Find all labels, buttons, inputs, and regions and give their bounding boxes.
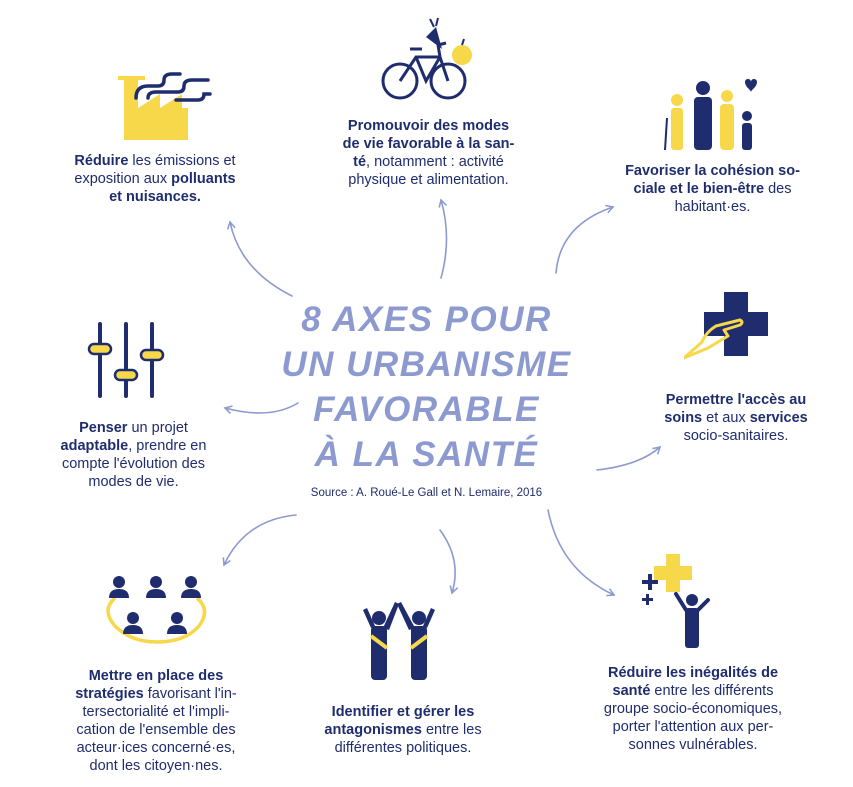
axis-text-run: sonnes vulnérables. [628, 737, 758, 753]
axis-text-bold-run: ciale et le bien-être [633, 181, 765, 197]
axis-text-line [308, 703, 498, 721]
axis-text-run: socio-sanitaires. [683, 428, 789, 444]
axis-text-line [588, 736, 798, 754]
axis-text-line [308, 739, 498, 757]
axis-text-run: tersectorialité et l'impli- [82, 704, 230, 720]
axis-text-line [55, 152, 255, 170]
axis-text-run: compte l'évolution des [61, 456, 206, 472]
family-icon [663, 78, 763, 152]
axis-text-line [326, 117, 531, 135]
axis-text-antagonisms [308, 703, 498, 757]
axis-text-bold-run: de vie favorable à la san- [342, 136, 515, 152]
axis-text-run: habitant·es. [674, 199, 751, 215]
arrow-to-strategies [224, 515, 296, 565]
axis-text-run: et aux [702, 410, 750, 426]
axis-text-bold-run: Mettre en place des [88, 668, 224, 684]
title-line-1: 8 AXES POUR [301, 300, 552, 339]
axis-text-bold-run: antagonismes [324, 722, 422, 738]
axis-text-adaptable [41, 419, 226, 491]
title-line-3: FAVORABLE [313, 390, 540, 429]
axis-text-run: un projet [127, 420, 188, 436]
arrow-to-adaptable [225, 403, 298, 413]
axis-text-line [51, 739, 261, 757]
axis-text-bold-run: Favoriser la cohésion so- [625, 163, 800, 179]
title-line-4: À LA SANTÉ [314, 435, 539, 474]
arrow-to-inequalities [548, 510, 614, 595]
axis-text-line [588, 718, 798, 736]
axis-text-run: dont les citoyen·nes. [89, 758, 223, 774]
axis-text-run: des [764, 181, 792, 197]
axis-text-line [308, 721, 498, 739]
axis-text-bold-run: Réduire [74, 153, 129, 169]
arrow-to-antagonisms [440, 530, 455, 593]
axis-text-run: , prendre en [128, 438, 207, 454]
axis-text-line [588, 664, 798, 682]
axis-text-pollutants [55, 152, 255, 206]
axis-text-care [641, 391, 831, 445]
axis-text-run: exposition aux [74, 171, 172, 187]
axis-text-run: modes de vie. [88, 474, 179, 490]
factory-icon [118, 68, 213, 140]
axis-text-bold-run: polluants [171, 171, 236, 187]
axis-text-bold-run: Permettre l'accès au [665, 392, 807, 408]
source-caption: Source : A. Roué-Le Gall et N. Lemaire, 2016 [310, 487, 543, 499]
arrow-to-cohesion [556, 207, 613, 273]
sliders-icon [86, 320, 170, 400]
axis-text-line [326, 153, 531, 171]
person-cross-icon [636, 550, 716, 650]
axis-text-line [51, 703, 261, 721]
axis-text-run: entre les différents [650, 683, 774, 699]
axis-text-line [51, 667, 261, 685]
axis-text-line [41, 455, 226, 473]
axis-text-line [615, 198, 810, 216]
axis-text-strategies [51, 667, 261, 775]
bicycle-icon [378, 17, 478, 103]
network-people-icon [101, 574, 211, 650]
axis-text-line [641, 427, 831, 445]
axis-text-bold-run: stratégies [75, 686, 144, 702]
axis-text-run: , notamment : activité [366, 154, 504, 170]
title-line-2: UN URBANISME [281, 345, 572, 384]
axis-text-line [588, 682, 798, 700]
axis-text-line [615, 162, 810, 180]
axis-text-bold-run: Réduire les inégalités de [607, 665, 779, 681]
axis-text-line [326, 171, 531, 189]
axis-text-line [41, 419, 226, 437]
axis-text-bold-run: Promouvoir des modes [347, 118, 510, 134]
axis-text-bold-run: adaptable [60, 438, 129, 454]
axis-text-bold-run: Penser [79, 420, 128, 436]
axis-text-line [55, 170, 255, 188]
axis-text-bold-run: té [353, 154, 367, 170]
axis-text-line [41, 473, 226, 491]
axis-text-run: les émissions et [128, 153, 236, 169]
axis-text-line [51, 685, 261, 703]
high-five-icon [357, 596, 443, 682]
axis-text-inequalities [588, 664, 798, 754]
axis-text-run: groupe socio-économiques, [603, 701, 783, 717]
axis-text-line [55, 188, 255, 206]
axis-text-run: favorisant l'in- [143, 686, 237, 702]
axis-text-lifestyles [326, 117, 531, 189]
axis-text-run: physique et alimentation. [348, 172, 509, 188]
axis-text-run: cation de l'ensemble des [76, 722, 236, 738]
arrow-to-care [597, 447, 660, 470]
axis-text-line [641, 391, 831, 409]
arrow-to-pollutants [230, 222, 292, 296]
axis-text-line [615, 180, 810, 198]
axis-text-line [51, 757, 261, 775]
arrow-to-lifestyles [441, 200, 447, 278]
axis-text-run: entre les [421, 722, 482, 738]
axis-text-bold-run: et nuisances. [109, 189, 201, 205]
axis-text-run: différentes politiques. [334, 740, 472, 756]
axis-text-line [51, 721, 261, 739]
axis-text-bold-run: soins [664, 410, 703, 426]
axis-text-line [326, 135, 531, 153]
axis-text-line [588, 700, 798, 718]
medical-cross-hand-icon [684, 292, 774, 364]
axis-text-line [641, 409, 831, 427]
axis-text-bold-run: santé [612, 683, 651, 699]
axis-text-bold-run: Identifier et gérer les [331, 704, 475, 720]
axis-text-run: acteur·ices concerné·es, [76, 740, 236, 756]
axis-text-line [41, 437, 226, 455]
axis-text-cohesion [615, 162, 810, 216]
axis-text-bold-run: services [749, 410, 808, 426]
axis-text-run: porter l'attention aux per- [612, 719, 774, 735]
